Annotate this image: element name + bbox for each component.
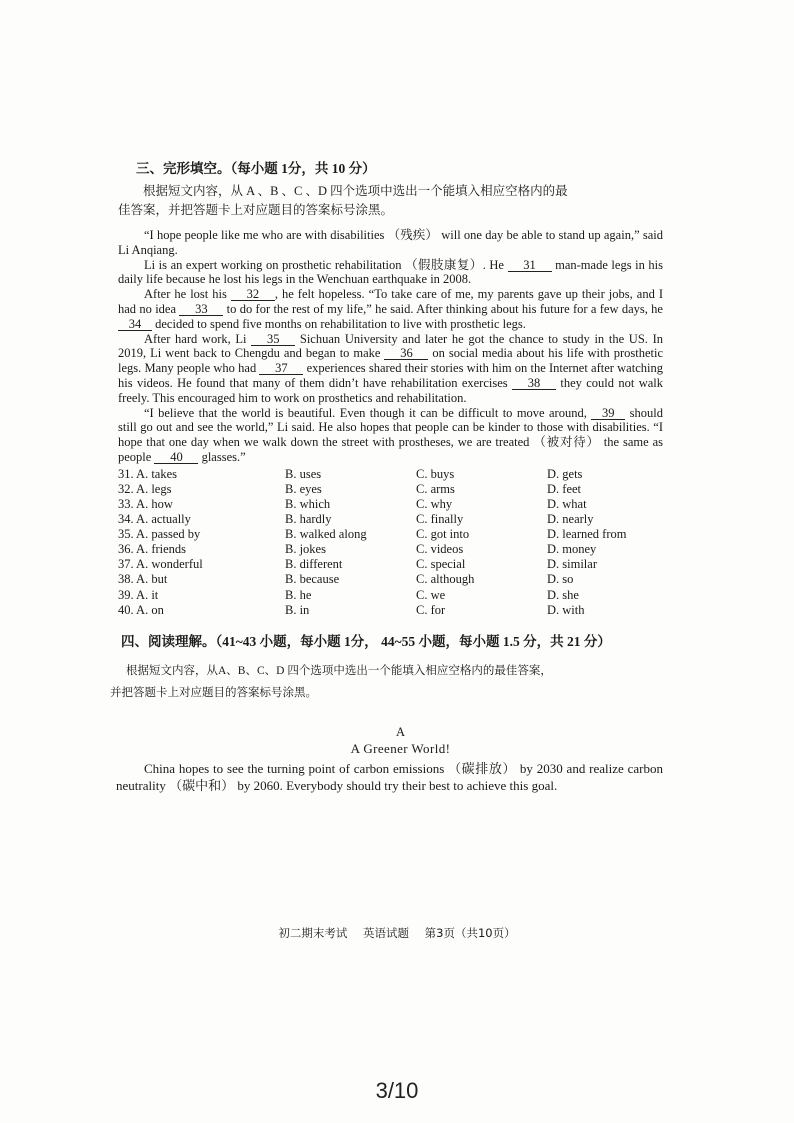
- text: “I believe that the world is beautiful. Even though it can be difficult to move around,: [144, 405, 592, 420]
- option-d: D. similar: [547, 557, 597, 572]
- option-row-34: [118, 512, 663, 527]
- passage-label: A: [395, 724, 406, 739]
- option-row-33: [118, 497, 663, 512]
- option-a: 35. A. passed by: [118, 527, 201, 542]
- section-4-instruction-line-2: 并把答题卡上对应题目的答案标号涂黑。: [110, 686, 317, 699]
- option-c: C. for: [416, 602, 446, 617]
- text: on social media about his life with prosthetic legs. Many people who had: [118, 346, 663, 376]
- option-d: D. gets: [547, 466, 583, 481]
- blank-36: 36: [384, 347, 428, 360]
- paragraph-4: [118, 332, 663, 406]
- option-c: C. special: [416, 557, 466, 572]
- text: glasses.”: [198, 449, 246, 464]
- option-d: D. with: [547, 602, 585, 617]
- paragraph-3: [118, 287, 663, 331]
- option-c: C. why: [416, 496, 453, 511]
- section-cloze: [118, 160, 663, 618]
- option-row-38: [118, 572, 663, 587]
- section-3-title: 三、完形填空。（每小题 1分，共 10 分）: [136, 161, 376, 176]
- option-b: B. walked along: [285, 527, 367, 542]
- option-a: 31. A. takes: [118, 466, 178, 481]
- option-b: B. hardly: [285, 512, 332, 527]
- option-row-31: [118, 467, 663, 482]
- footer-page: 第3页（共10页）: [424, 926, 516, 940]
- text: they could not walk freely. This encouraged him to work on prosthetics and rehabilitation.: [118, 375, 663, 405]
- option-a: 33. A. how: [118, 496, 173, 511]
- option-b: B. different: [285, 557, 343, 572]
- option-d: D. learned from: [547, 527, 627, 542]
- option-b: B. because: [285, 572, 340, 587]
- text: to do for the rest of my life,” he said. After thinking about his future for a few days, he: [223, 301, 663, 316]
- option-b: B. uses: [285, 466, 322, 481]
- blank-34: 34: [118, 318, 152, 331]
- text: man-made legs in his daily life because he lost his legs in the Wenchuan earthquake in 2008.: [118, 257, 663, 287]
- footer-subject: 英语试题: [363, 926, 410, 940]
- option-a: 34. A. actually: [118, 512, 191, 527]
- blank-38: 38: [512, 377, 556, 390]
- option-row-36: [118, 542, 663, 557]
- section-3-instruction-line-1: 根据短文内容，从 A 、B 、C 、D 四个选项中选出一个能填入相应空格内的最: [143, 184, 568, 198]
- option-c: C. we: [416, 587, 446, 602]
- option-a: 36. A. friends: [118, 542, 187, 557]
- option-row-39: [118, 588, 663, 603]
- passage-title: A Greener World!: [350, 740, 451, 756]
- section-4-instruction-line-1: 根据短文内容，从A、B、C、D 四个选项中选出一个能填入相应空格内的最佳答案，: [126, 664, 552, 677]
- paragraph-5: [118, 406, 663, 465]
- text: experiences shared their stories with him on the Internet after watching his videos. He found that many of them didn’t have rehabilitation exercises: [118, 361, 663, 390]
- text: Sichuan University and later he got the chance to study in the US. In 2019, Li went back to Chengdu and began to make: [118, 331, 663, 361]
- option-a: 37. A. wonderful: [118, 557, 203, 572]
- exam-content: [110, 160, 663, 794]
- option-d: D. nearly: [547, 512, 594, 527]
- option-a: 38. A. but: [118, 572, 168, 587]
- answer-options: [118, 467, 663, 618]
- option-row-40: [118, 603, 663, 618]
- blank-31: 31: [508, 259, 552, 272]
- section-4-title: 四、阅读理解。（41~43 小题，每小题 1分， 44~55 小题，每小题 1.5 分，共 21 分）: [121, 633, 611, 649]
- footer-exam: 初二期末考试: [278, 926, 348, 940]
- option-row-32: [118, 482, 663, 497]
- option-a: 40. A. on: [118, 602, 164, 617]
- option-d: D. money: [547, 542, 597, 557]
- option-b: B. which: [285, 496, 331, 511]
- text: , he felt hopeless. “To take care of me, my parents gave up their jobs, and I had no idea: [118, 287, 663, 316]
- option-c: C. finally: [416, 512, 464, 527]
- option-b: B. he: [285, 587, 312, 602]
- option-c: C. although: [416, 572, 475, 587]
- option-a: 32. A. legs: [118, 481, 172, 496]
- text: After he lost his: [144, 287, 231, 302]
- option-a: 39. A. it: [118, 587, 159, 602]
- text: decided to spend five months on rehabilitation to live with prosthetic legs.: [152, 316, 526, 331]
- page-footer: [0, 925, 794, 941]
- passage-text: China hopes to see the turning point of carbon emissions （碳排放） by 2030 and realize carbon neutrality （碳中和） by 2060. Everybody should try their best to achieve this goal.: [116, 760, 663, 793]
- option-b: B. jokes: [285, 542, 326, 557]
- option-d: D. she: [547, 587, 579, 602]
- option-c: C. buys: [416, 466, 455, 481]
- text: should still go out and see the world,” Li said. He also hopes that people can be kinder to those with disabilities. “I hope that one day when we walk down the street with prostheses, we are treated （被对待） the same as people: [118, 405, 663, 464]
- option-c: C. arms: [416, 481, 455, 496]
- section-3-instruction-line-2: 佳答案，并把答题卡上对应题目的答案标号涂黑。: [118, 203, 394, 217]
- section-reading: [110, 632, 663, 794]
- option-d: D. so: [547, 572, 574, 587]
- blank-32: 32: [231, 288, 275, 301]
- option-row-37: [118, 557, 663, 572]
- paragraph-2: [118, 258, 663, 288]
- option-b: B. eyes: [285, 481, 322, 496]
- option-c: C. got into: [416, 527, 470, 542]
- option-d: D. feet: [547, 481, 582, 496]
- blank-40: 40: [154, 451, 198, 464]
- blank-39: 39: [591, 407, 625, 420]
- blank-37: 37: [259, 362, 303, 375]
- paragraph-1: “I hope people like me who are with disabilities （残疾） will one day be able to stand up again,” said Li Anqiang.: [118, 228, 663, 257]
- page-indicator: 3/10: [375, 1078, 419, 1103]
- text: Li is an expert working on prosthetic rehabilitation （假肢康复）. He: [144, 257, 508, 272]
- blank-35: 35: [251, 333, 295, 346]
- text: After hard work, Li: [144, 331, 252, 346]
- blank-33: 33: [179, 303, 223, 316]
- option-c: C. videos: [416, 542, 464, 557]
- option-row-35: [118, 527, 663, 542]
- option-b: B. in: [285, 602, 310, 617]
- option-d: D. what: [547, 496, 587, 511]
